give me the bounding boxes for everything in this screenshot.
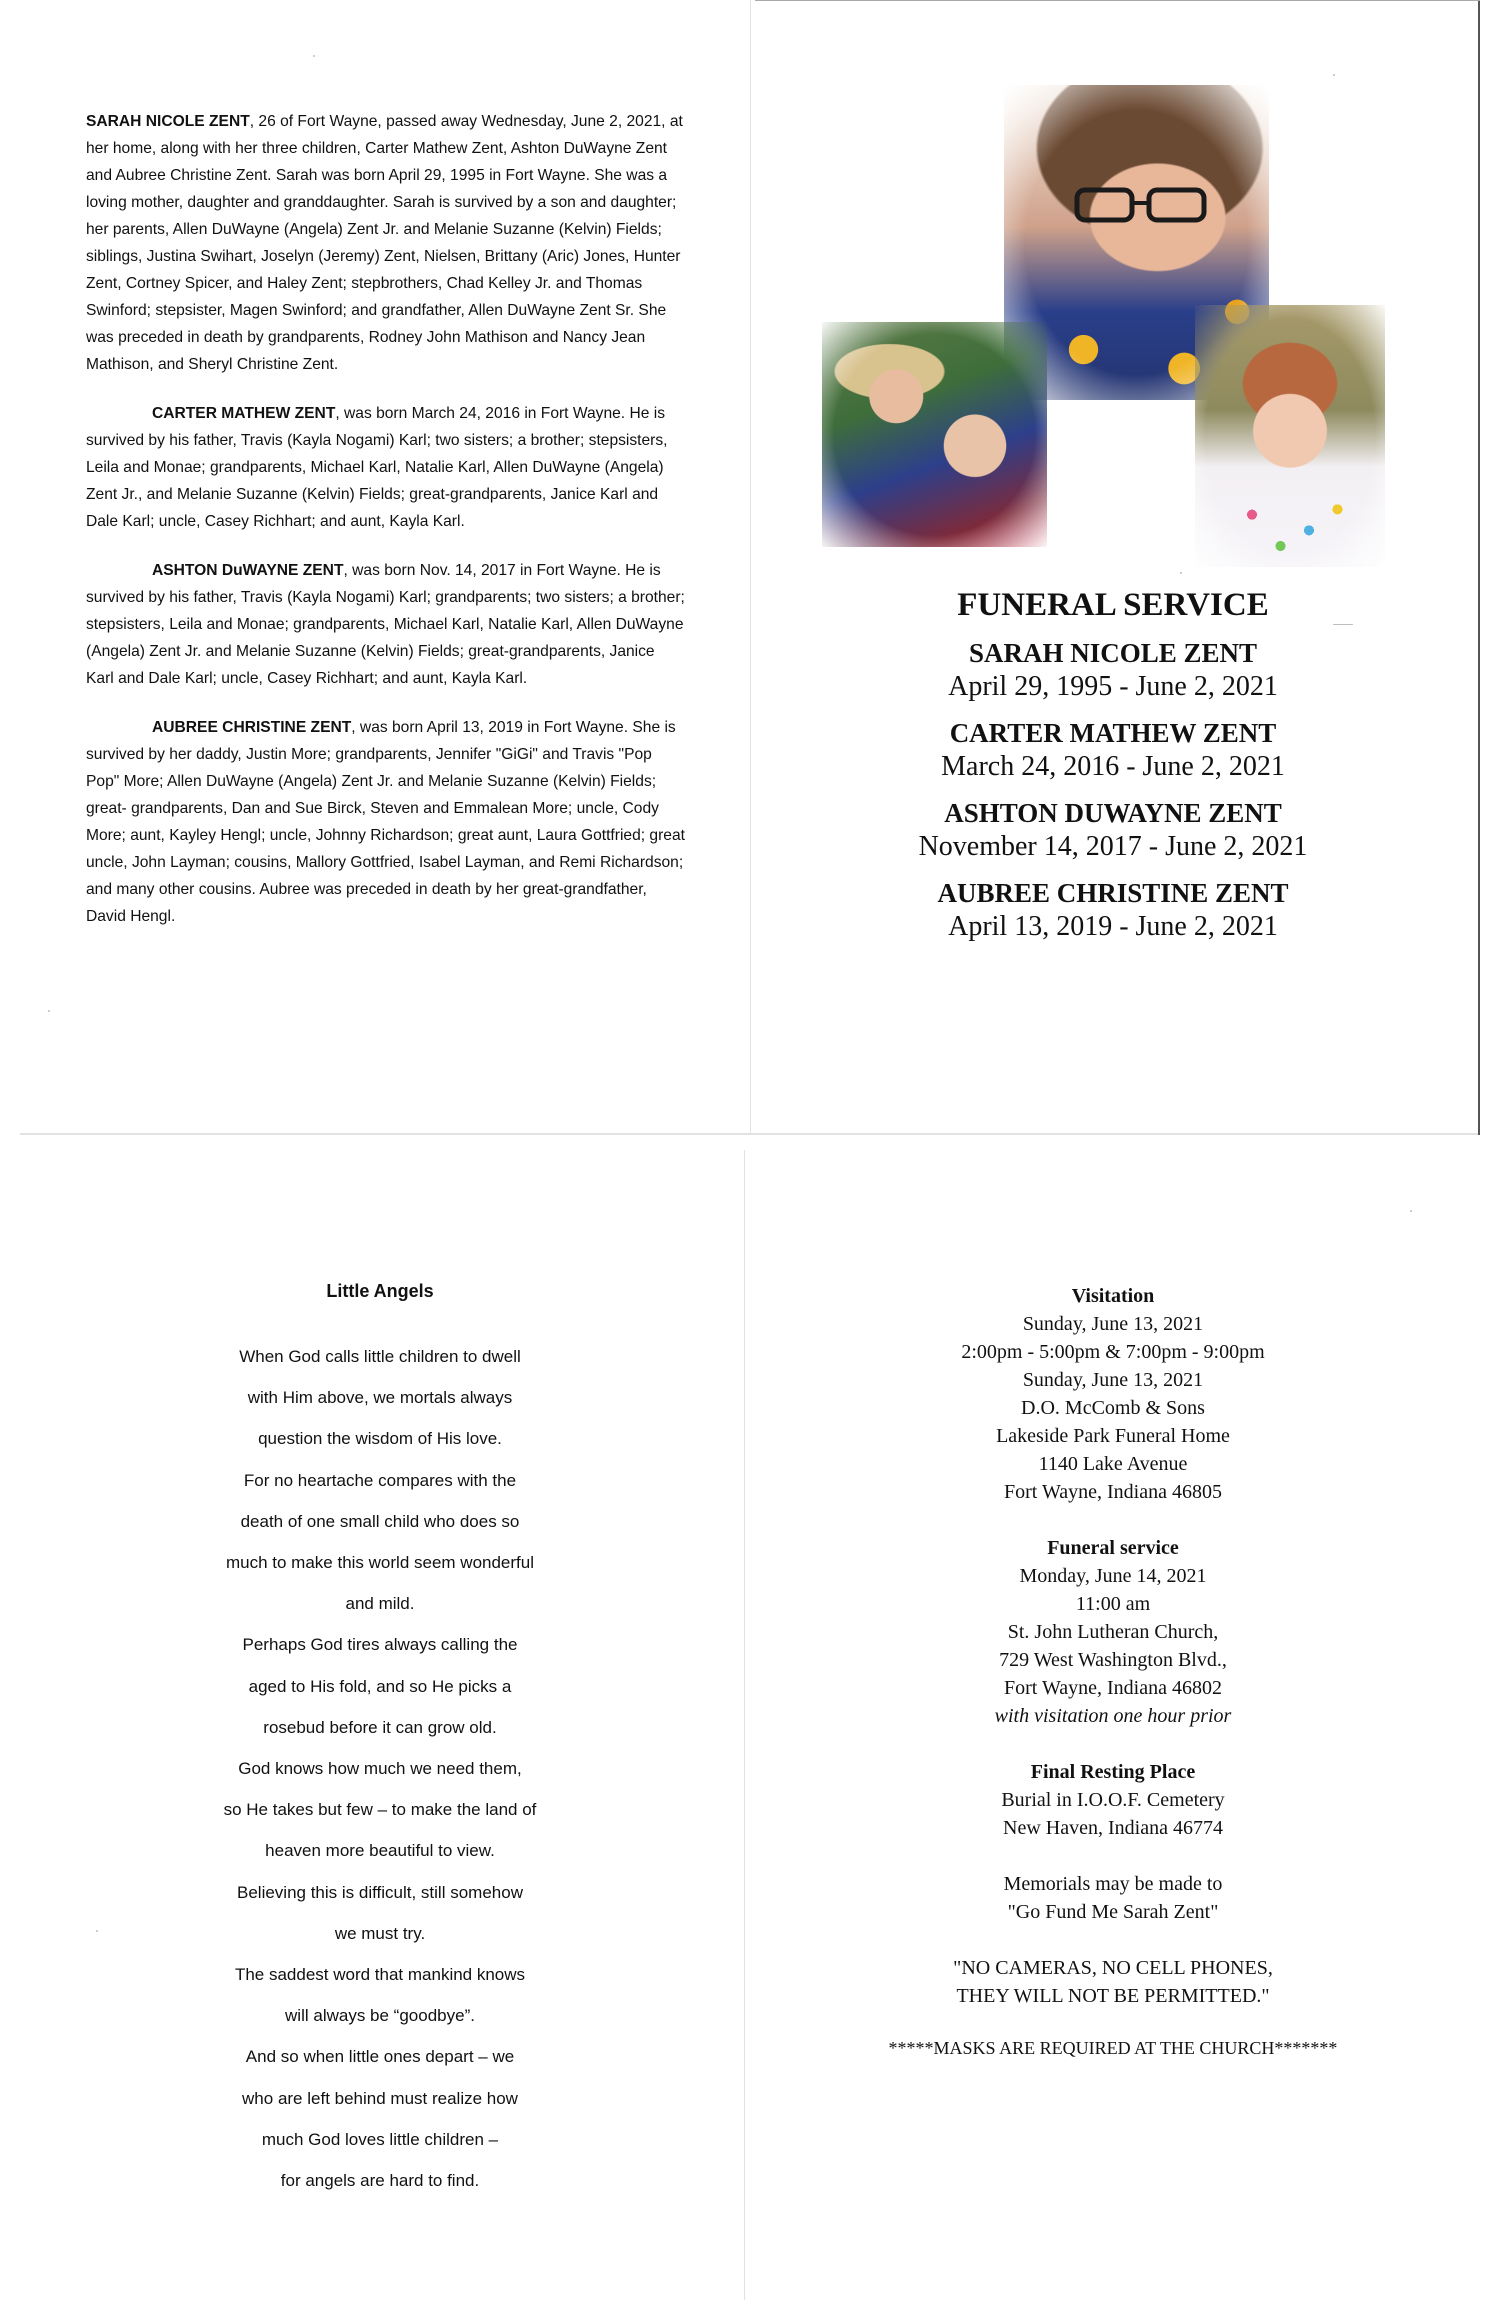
- resting-line: New Haven, Indiana 46774: [1003, 1817, 1223, 1839]
- details-block: [858, 1282, 1368, 2062]
- funeral-line: Fort Wayne, Indiana 46802: [1004, 1677, 1222, 1699]
- resting-line: Burial in I.O.O.F. Cemetery: [1001, 1789, 1225, 1811]
- poem-line: death of one small child who does so: [240, 1511, 520, 1531]
- spacer: [858, 1506, 1368, 1534]
- poem-line: For no heartache compares with the: [243, 1470, 517, 1490]
- poem-line: God knows how much we need them,: [238, 1759, 522, 1779]
- obituary-sarah: SARAH NICOLE ZENT, 26 of Fort Wayne, passed away Wednesday, June 2, 2021, at her home, along with her three children, Carter Mathew Zent, Ashton DuWayne Zent and Aubree Christine Zent. Sarah was born April 29, 1995 in Fort Wayne. She was a loving mother, daughter and granddaughter. Sarah is survived by a son and daughter; her parents, Allen DuWayne (Angela) Zent Jr. and Melanie Suzanne (Kelvin) Fields; siblings, Justina Swihart, Joselyn (Jeremy) Zent, Nielsen, Brittany (Aric) Jones, Hunter Zent, Cortney Spicer, and Haley Zent; stepbrothers, Chad Kelley Jr. and Thomas Swinford; stepsister, Magen Swinford; and grandfather, Allen DuWayne Zent Sr. She was preceded in death by grandparents, Rodney John Mathison and Nancy Jean Mathison, and Sheryl Christine Zent.: [86, 113, 683, 373]
- funeral-line: 11:00 am: [1075, 1593, 1151, 1615]
- visitation-heading: Visitation: [1071, 1285, 1155, 1307]
- poem-title: Little Angels: [326, 1281, 434, 1301]
- scan-speck: [1333, 624, 1353, 625]
- poem-line: And so when little ones depart – we: [245, 2047, 515, 2067]
- funeral-line: 729 West Washington Blvd.,: [999, 1649, 1227, 1671]
- spacer: [858, 1926, 1368, 1954]
- scan-speck: [48, 1010, 50, 1012]
- funeral-line: St. John Lutheran Church,: [1007, 1621, 1219, 1643]
- poem-line: so He takes but few – to make the land of: [223, 1800, 537, 1820]
- memorials-line: Memorials may be made to: [1003, 1873, 1223, 1895]
- service-title: FUNERAL SERVICE: [957, 587, 1269, 623]
- cameras-line: THEY WILL NOT BE PERMITTED.": [956, 1985, 1270, 2007]
- visitation-line: Lakeside Park Funeral Home: [996, 1425, 1230, 1447]
- poem-line: and mild.: [345, 1594, 415, 1614]
- spacer: [858, 1842, 1368, 1870]
- poem-line: will always be “goodbye”.: [285, 2006, 475, 2026]
- visitation-line: Sunday, June 13, 2021: [1022, 1313, 1204, 1335]
- visitation-line: Sunday, June 13, 2021: [1022, 1369, 1204, 1391]
- memorials-line: "Go Fund Me Sarah Zent": [1007, 1901, 1219, 1923]
- obituary-column: [86, 108, 686, 952]
- poem-line: with Him above, we mortals always: [247, 1388, 513, 1408]
- spacer: [858, 1730, 1368, 1758]
- service-person-sarah: SARAH NICOLE ZENT April 29, 1995 - June 2, 2021: [948, 638, 1278, 702]
- top-edge-right: [755, 0, 1480, 1]
- horizontal-fold: [20, 1133, 1480, 1135]
- glasses-shape: [1069, 185, 1219, 225]
- visitation-line: Fort Wayne, Indiana 46805: [1004, 1481, 1222, 1503]
- poem-line: aged to His fold, and so He picks a: [248, 1676, 512, 1696]
- funeral-note: with visitation one hour prior: [994, 1705, 1232, 1727]
- poem-block: [150, 1278, 610, 2201]
- poem-line: much God loves little children –: [261, 2129, 499, 2149]
- funeral-heading: Funeral service: [1047, 1537, 1179, 1559]
- poem-line: heaven more beautiful to view.: [265, 1841, 495, 1861]
- obituary-carter: CARTER MATHEW ZENT, was born March 24, 2016 in Fort Wayne. He is survived by his father, Travis (Kayla Nogami) Karl; two sisters; a brother; stepsisters, Leila and Monae; grandparents, Michael Karl, Natalie Karl, Allen DuWayne (Angela) Zent Jr., and Melanie Suzanne (Kelvin) Fields; great-grandparents, Janice Karl and Dale Karl; uncle, Casey Richhart; and aunt, Kayla Karl.: [86, 405, 668, 530]
- service-person-ashton: ASHTON DUWAYNE ZENT November 14, 2017 - June 2, 2021: [918, 798, 1308, 862]
- cameras-line: "NO CAMERAS, NO CELL PHONES,: [953, 1957, 1273, 1979]
- service-block: [858, 582, 1368, 956]
- vertical-fold-top: [750, 0, 751, 1135]
- boys-photo: [822, 322, 1047, 547]
- visitation-line: 2:00pm - 5:00pm & 7:00pm - 9:00pm: [961, 1341, 1265, 1363]
- resting-heading: Final Resting Place: [1030, 1761, 1196, 1783]
- poem-line: for angels are hard to find.: [280, 2171, 480, 2191]
- service-person-carter: CARTER MATHEW ZENT March 24, 2016 - June 2, 2021: [941, 718, 1285, 782]
- poem-line: The saddest word that mankind knows: [234, 1965, 526, 1985]
- right-edge-top: [1478, 0, 1480, 1135]
- visitation-line: 1140 Lake Avenue: [1038, 1453, 1188, 1475]
- service-person-aubree: AUBREE CHRISTINE ZENT April 13, 2019 - June 2, 2021: [937, 878, 1289, 942]
- poem-line: Perhaps God tires always calling the: [242, 1635, 518, 1655]
- visitation-line: D.O. McComb & Sons: [1021, 1397, 1205, 1419]
- scan-speck: [313, 55, 315, 57]
- obituary-aubree: AUBREE CHRISTINE ZENT, was born April 13, 2019 in Fort Wayne. She is survived by her daddy, Justin More; grandparents, Jennifer "GiGi" and Travis "Pop Pop" More; Allen DuWayne (Angela) Zent Jr. and Melanie Suzanne (Kelvin) Fields; great- grandparents, Dan and Sue Birck, Steven and Emmalean More; uncle, Cody More; aunt, Kayley Hengl; uncle, Johnny Richardson; great aunt, Laura Gottfried; great uncle, John Layman; cousins, Mallory Gottfried, Isabel Layman, and Remi Richardson; and many other cousins. Aubree was preceded in death by her great-grandfather, David Hengl.: [86, 719, 685, 925]
- poem-line: When God calls little children to dwell: [239, 1347, 521, 1366]
- masks-notice: *****MASKS ARE REQUIRED AT THE CHURCH*******: [888, 2038, 1338, 2058]
- scan-speck: [96, 1930, 98, 1932]
- girl-photo: [1195, 305, 1385, 567]
- poem-line: we must try.: [334, 1923, 426, 1943]
- poem-line: rosebud before it can grow old.: [263, 1717, 497, 1737]
- poem-line: who are left behind must realize how: [242, 2088, 518, 2108]
- poem-line: question the wisdom of His love.: [258, 1429, 502, 1449]
- scan-speck: [1333, 74, 1335, 76]
- poem-line: Believing this is difficult, still somehow: [237, 1882, 523, 1902]
- poem-line: much to make this world seem wonderful: [225, 1553, 535, 1573]
- vertical-fold-bottom: [744, 1150, 745, 2300]
- funeral-line: Monday, June 14, 2021: [1019, 1565, 1207, 1587]
- obituary-ashton: ASHTON DuWAYNE ZENT, was born Nov. 14, 2017 in Fort Wayne. He is survived by his father, Travis (Kayla Nogami) Karl; grandparents; two sisters; a brother; stepsisters, Leila and Monae; grandparents, Michael Karl, Natalie Karl, Allen DuWayne (Angela) Zent Jr. and Melanie Suzanne (Kelvin) Fields; great-grandparents, Janice Karl and Dale Karl; uncle, Casey Richhart; and aunt, Kayla Karl.: [86, 562, 685, 687]
- scan-speck: [1180, 572, 1182, 574]
- scan-speck: [1410, 1210, 1412, 1212]
